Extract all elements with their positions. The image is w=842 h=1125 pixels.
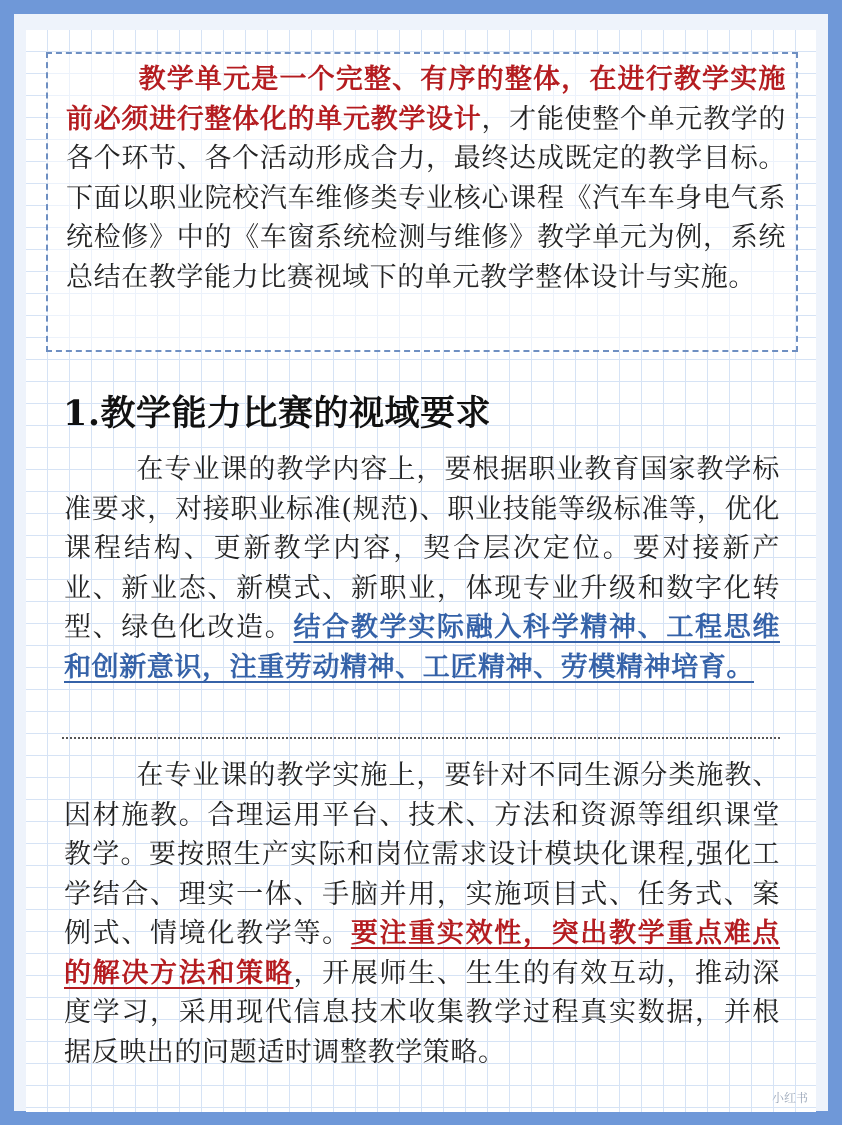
intro-paragraph [66, 60, 786, 297]
watermark-logo: 小红书 [771, 1091, 808, 1105]
paragraph-2-tail: ，开展师生、生生的有效互动，推动深度学习，采用现代信息技术收集教学过程真实数据，并根据反映出的问题适时调整教学策略。 [64, 957, 780, 1068]
intro-emphasis: 教学单元是一个完整、有序的整体，在进行教学实施前必须进行整体化的单元教学设计 [66, 64, 786, 135]
paragraph-2-highlight: 要注重实效性，突出教学重点难点的解决方法和策略 [64, 918, 781, 989]
paragraph-2-text: 在专业课的教学实施上，要针对不同生源分类施教、因材施教。合理运用平台、技术、方法和资源等组织课堂教学。要按照生产实际和岗位需求设计模块化课程,强化工学结合、理实一体、手脑并用，实施项目式、任务式、案例式、情境化教学等。 [64, 760, 780, 949]
section-heading: 1.教学能力比赛的视域要求 [63, 393, 492, 434]
paragraph-1-text: 在专业课的教学内容上，要根据职业教育国家教学标准要求，对接职业标准(规范)、职业技能等级标准等，优化课程结构、更新教学内容，契合层次定位。要对接新产业、新业态、新模式、新职业，体现专业升级和数字化转型、绿色化改造。 [64, 454, 780, 643]
paragraph-1-highlight: 结合教学实际融入科学精神、工程思维和创新意识，注重劳动精神、工匠精神、劳模精神培育。 [64, 612, 780, 683]
dotted-divider [62, 737, 780, 739]
intro-rest: ，才能使整个单元教学的各个环节、各个活动形成合力，最终达成既定的教学目标。下面以职业院校汽车维修类专业核心课程《汽车车身电气系统检修》中的《车窗系统检测与维修》教学单元为例，系统总结在教学能力比赛视域下的单元教学整体设计与实施。 [66, 103, 786, 293]
intro-dashed-box [46, 52, 798, 352]
content-paragraph-1 [64, 450, 780, 687]
grid-paper-page [26, 30, 816, 1112]
content-paragraph-2 [64, 756, 780, 1072]
